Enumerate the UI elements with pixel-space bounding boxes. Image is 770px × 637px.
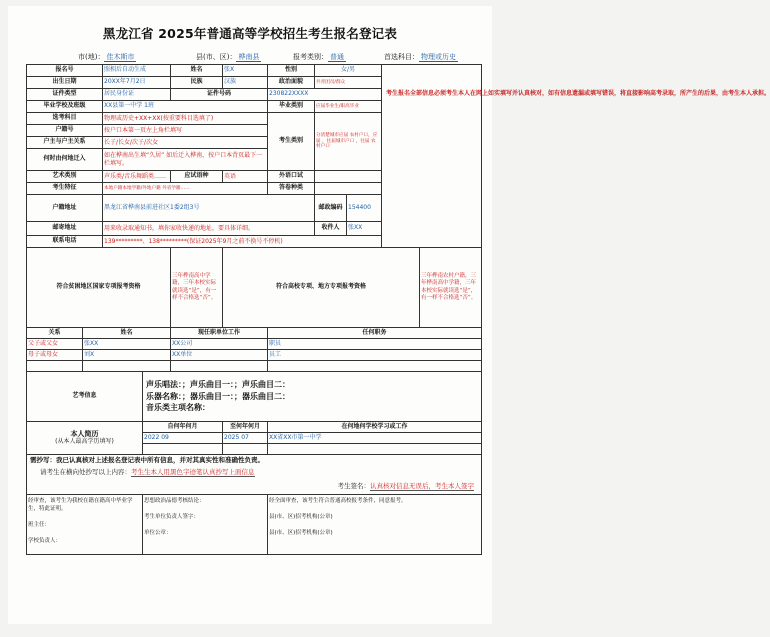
table-row: [27, 339, 482, 350]
reg-no-label: 报名号: [27, 65, 103, 77]
name-label: 姓名: [171, 65, 223, 77]
address-label: 户籍地址: [27, 195, 103, 222]
arts-type-field[interactable]: 声乐类/音乐舞蹈类……: [103, 171, 171, 183]
subjects-value[interactable]: 物理或历史: [421, 53, 456, 61]
phone-field[interactable]: 139*********、138*********(保证2025年9月之前不换号不停机): [103, 236, 382, 248]
registration-page: [8, 6, 770, 624]
declaration-block: [27, 455, 482, 495]
page-title: 黑龙江省 2025年普通高等学校招生考生报名登记表: [102, 26, 398, 41]
type-value[interactable]: 普通: [330, 53, 344, 61]
arts-line-1: 声乐唱法：；声乐曲目一：；声乐曲目二：: [146, 380, 291, 390]
relation-label: 户主与户主关系: [27, 137, 103, 149]
birth-label: 出生日期: [27, 77, 103, 89]
lang-field[interactable]: 英语: [223, 171, 268, 183]
grad-type-field[interactable]: 应届毕业生/职高毕业: [315, 101, 382, 113]
subjects-field[interactable]: 物理或历史+XX+XX(按重要科目选填了): [103, 113, 268, 125]
hukou-no-field[interactable]: 按户口本第一页左上角栏填写: [103, 125, 268, 137]
sign-field[interactable]: 认真核对信息无误后，考生本人签字: [370, 481, 475, 490]
fam-name[interactable]: 张XX: [83, 339, 171, 350]
city-value[interactable]: 佳木斯市: [106, 53, 135, 61]
move-time-field[interactable]: 如在桦南出生填“久居” 如后迁入桦南，按户口本背页最下一栏填写。: [103, 149, 268, 171]
notice-text: 考生报名全部信息必须考生本人在网上如实填写并认真核对，如有信息遗漏或填写错误，将直接影响高考录取，所产生的后果，由考生本人承担。: [382, 65, 482, 248]
foreign-oral-field[interactable]: [315, 171, 382, 183]
fam-position[interactable]: 职员: [268, 339, 482, 350]
gender-label: 性别: [268, 65, 315, 77]
reply-label: 答卷种类: [268, 183, 315, 195]
local-note[interactable]: 三年桦南农村户籍，三年桦南高中学籍，三年本校实际就读选“是”，有一样不合格选“否”。: [420, 248, 482, 328]
political-field[interactable]: 共青团员/群众: [315, 77, 382, 89]
cert-type-label: 证件类型: [27, 89, 103, 101]
phone-label: 联系电话: [27, 236, 103, 248]
declaration-text: 需抄写：我已认真核对上述报名登记表中所有信息，并对其真实性和准确性负责。: [30, 456, 264, 464]
resume-to[interactable]: 2025 07: [223, 433, 268, 444]
arts-line-3: 音乐类主项名称：: [146, 403, 211, 413]
zip-field[interactable]: 154400: [347, 195, 382, 222]
feature-field[interactable]: 本地户籍本地学籍/外地户籍 外省学籍……: [103, 183, 268, 195]
arts-info-label: 艺考信息: [27, 372, 143, 422]
sign-line: 考生签名：认真核对信息无误后，考生本人签字: [337, 481, 475, 490]
zip-label: 邮政编码: [315, 195, 347, 222]
cert-type-field[interactable]: 居民身份证: [103, 89, 171, 101]
political-label: 政治面貌: [268, 77, 315, 89]
lang-label: 应试语种: [171, 171, 223, 183]
move-time-label: 何时由何地迁入: [27, 149, 103, 171]
cand-type-label: 考生类别: [268, 113, 315, 171]
fam-unit[interactable]: XX单位: [171, 350, 268, 361]
relation-field[interactable]: 长子/长女/次子/次女: [103, 137, 268, 149]
name-field[interactable]: 张X: [223, 65, 268, 77]
cert-no-label: 证件号码: [171, 89, 268, 101]
school-review-block: 经审查，该考生为我校在籍在籍高中毕业学生，特此证明。 班主任： 学校负责人：: [27, 495, 143, 555]
exam-office-review-block: 经全面审查，该考生符合普通高校报考条件，同意报考。 县(市、区)招考机构(公章) 县(市、区)招考机构(公章): [268, 495, 482, 555]
fam-relation[interactable]: 父子或父女: [27, 339, 83, 350]
resume-header-from: 自何年何月: [143, 422, 223, 433]
fam-name[interactable]: 刘X: [83, 350, 171, 361]
mail-field[interactable]: 用来收录取通知书，填你家收快递的地址，要具体详细。: [103, 222, 315, 236]
school-field[interactable]: XX县第一中学 1班: [103, 101, 268, 113]
fam-header-name: 姓名: [83, 328, 171, 339]
registration-form: [26, 64, 770, 555]
birth-field[interactable]: 20XX年7月2日: [103, 77, 171, 89]
reply-field[interactable]: [315, 183, 382, 195]
fam-header-relation: 关系: [27, 328, 83, 339]
resume-header-place: 在何地何学校学习或工作: [268, 422, 482, 433]
county-value[interactable]: 桦南县: [238, 53, 260, 61]
poverty-note[interactable]: 三年桦南高中学籍，三年本校实际就读选“是”，有一样不合格选“否”。: [171, 248, 223, 328]
resume-sublabel: (从本人最高学历填写): [55, 437, 114, 445]
resume-header-to: 至何年何月: [223, 422, 268, 433]
fam-position[interactable]: 员工: [268, 350, 482, 361]
copy-line: 请考生在横向处抄写以上内容：考生生本人用黑色字迹笔认真抄写上面信息: [40, 468, 255, 477]
meta-city: 市(地)： 佳木斯市: [78, 53, 135, 61]
gender-field[interactable]: 女/男: [315, 65, 382, 77]
recipient-label: 收件人: [315, 222, 347, 236]
reg-no-field[interactable]: 照相后自动生成: [103, 65, 171, 77]
local-label: 符合高校专项、地方专项报考资格: [223, 248, 420, 328]
political-review-block: 思想政治品德考核结论： 考生单位负责人签字： 单位公章：: [143, 495, 268, 555]
fam-header-unit: 现任职单位工作: [171, 328, 268, 339]
poverty-label: 符合贫困地区国家专项报考资格: [27, 248, 171, 328]
cand-type-field[interactable]: 分清楚城市应届 农村户口，应届 ，往届城市户口 ，往届 农村户口: [315, 113, 382, 171]
school-label: 毕业学校及班级: [27, 101, 103, 113]
resume-label: 本人简历 (从本人最高学历填写): [27, 422, 143, 455]
grad-type-label: 毕业类别: [268, 101, 315, 113]
resume-from[interactable]: 2022 09: [143, 433, 223, 444]
meta-county: 县(市、区)： 桦南县: [196, 53, 260, 61]
copy-field[interactable]: 考生生本人用黑色字迹笔认真抄写上面信息: [131, 468, 255, 477]
arts-type-label: 艺术类别: [27, 171, 103, 183]
ethnic-field[interactable]: 汉族: [223, 77, 268, 89]
fam-header-position: 任何职务: [268, 328, 482, 339]
meta-type: 报考类别： 普通: [293, 53, 344, 61]
address-field[interactable]: 黑龙江省桦南县前进社区1委2组3号: [103, 195, 315, 222]
recipient-field[interactable]: 张XX: [347, 222, 382, 236]
cert-no-field[interactable]: 230822XXXX: [268, 89, 382, 101]
resume-place[interactable]: XX省XX市第一中学: [268, 433, 482, 444]
foreign-oral-label: 外语口试: [268, 171, 315, 183]
mail-label: 邮寄地址: [27, 222, 103, 236]
subjects-label: 选考科目: [27, 113, 103, 125]
fam-unit[interactable]: XX公司: [171, 339, 268, 350]
arts-info-field[interactable]: [143, 372, 482, 422]
meta-subjects: 首选科目： 物理或历史: [384, 53, 456, 61]
arts-line-2: 乐器名称：；器乐曲目一：；器乐曲目二：: [146, 391, 291, 401]
hukou-no-label: 户籍号: [27, 125, 103, 137]
table-row: [27, 350, 482, 361]
ethnic-label: 民族: [171, 77, 223, 89]
fam-relation[interactable]: 母子或母女: [27, 350, 83, 361]
feature-label: 考生特征: [27, 183, 103, 195]
